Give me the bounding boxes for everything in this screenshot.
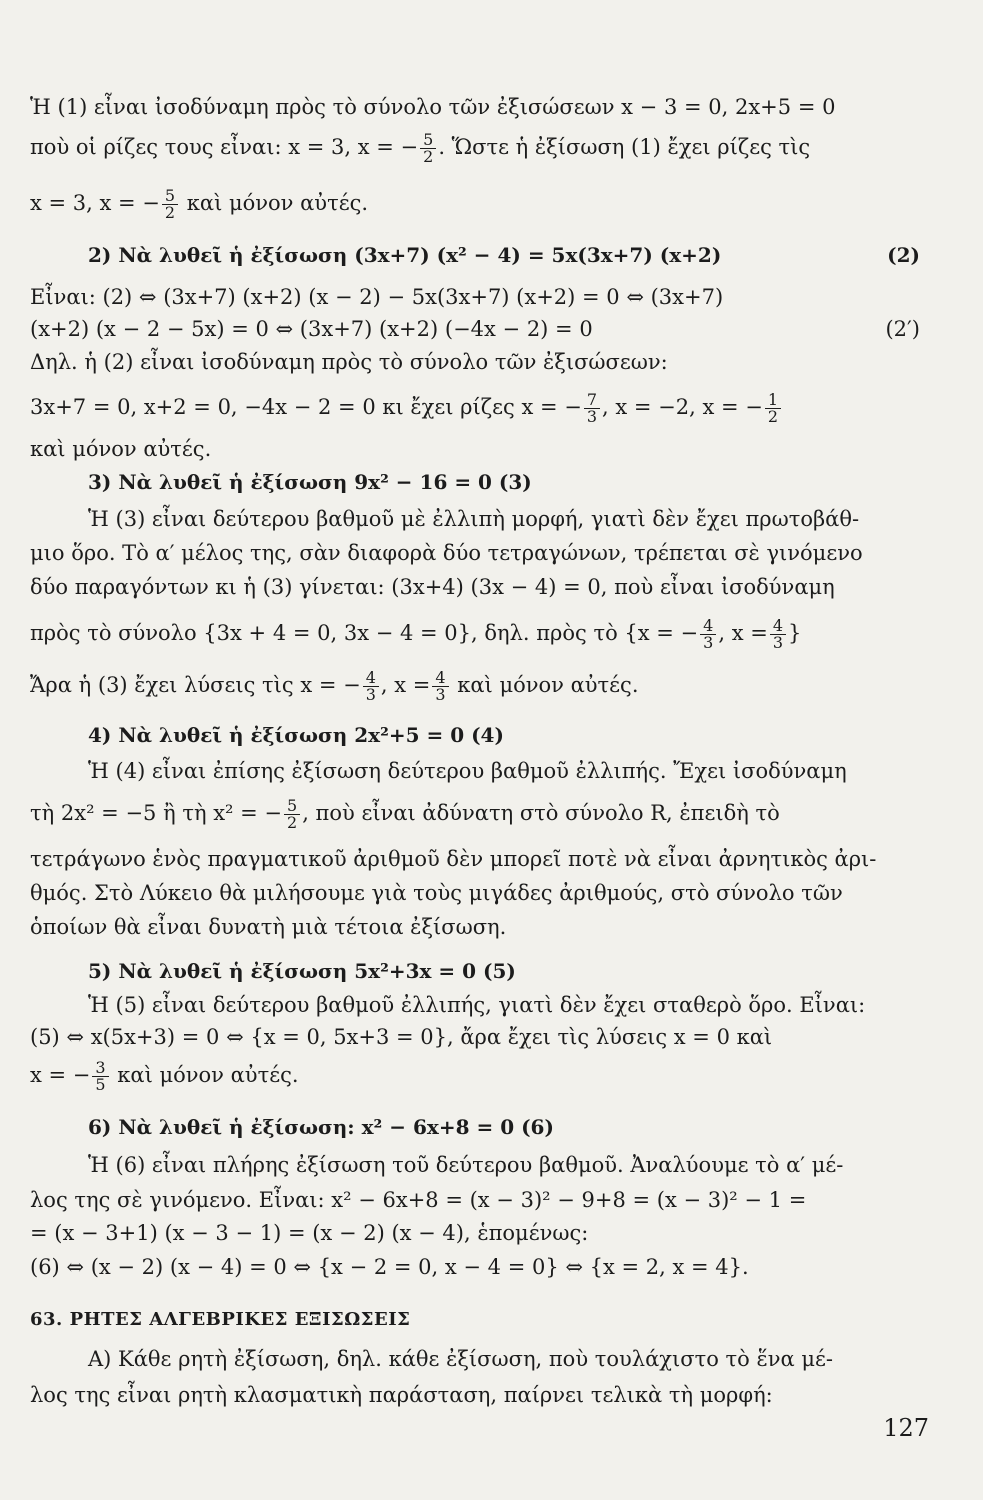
line-text: , x = −2, x = − (602, 395, 763, 419)
fraction-denominator: 3 (435, 685, 446, 704)
fraction-numerator: 7 (584, 392, 600, 409)
line-text: ὁποίων θὰ εἶναι δυνατὴ μιὰ τέτοια ἐξίσωση. (30, 915, 507, 939)
heading-text: 3) Νὰ λυθεῖ ἡ ἐξίσωση 9x² − 16 = 0 (3) (88, 470, 532, 494)
line-text: x = 3, x = − (30, 191, 160, 215)
line-text: καὶ μόνον αὐτές. (30, 437, 212, 461)
line-text: (x+2) (x − 2 − 5x) = 0 ⇔ (3x+7) (x+2) (−4x − 2) = 0 (30, 317, 593, 341)
text-line (30, 188, 368, 221)
line-text: Ἡ (6) εἶναι πλήρης ἐξίσωση τοῦ δεύτερου βαθμοῦ. Ἀναλύουμε τὸ α′ μέ- (88, 1153, 844, 1177)
equation-tag: (2′) (885, 317, 920, 341)
text-line (30, 1252, 749, 1282)
page-number: 127 (883, 1414, 929, 1442)
section-heading (30, 1305, 410, 1335)
text-line (30, 347, 668, 377)
text-line (30, 912, 506, 942)
line-text: (5) ⇔ x(5x+3) = 0 ⇔ {x = 0, 5x+3 = 0}, ἄρα ἔχει τὶς λύσεις x = 0 καὶ (30, 1025, 773, 1049)
line-text: καὶ μόνον αὐτές. (457, 673, 639, 697)
text-line (88, 1344, 833, 1374)
fraction-denominator: 2 (164, 203, 176, 222)
text-line (30, 1060, 299, 1093)
line-text: μιο ὅρο. Τὸ α′ μέλος της, σὰν διαφορὰ δύο τετραγώνων, τρέπεται σὲ γινόμενο (30, 541, 863, 565)
fraction (420, 132, 436, 165)
text-line (30, 878, 843, 908)
line-text: x = − (30, 1063, 91, 1087)
heading-text: 2) Νὰ λυθεῖ ἡ ἐξίσωση (3x+7) (x² − 4) = 5x(3x+7) (x+2) (88, 243, 722, 267)
line-text: Εἶναι: (2) ⇔ (3x+7) (x+2) (x − 2) − 5x(3x+7) (x+2) = 0 ⇔ (3x+7) (30, 285, 724, 309)
fraction (162, 188, 178, 221)
fraction-denominator: 2 (287, 813, 298, 832)
line-text: Ἡ (3) εἶναι δεύτερου βαθμοῦ μὲ ἐλλιπὴ μορφή, γιατὶ δὲν ἔχει πρωτοβάθ- (88, 507, 860, 531)
heading-text: 6) Νὰ λυθεῖ ἡ ἐξίσωση: x² − 6x+8 = 0 (6) (88, 1115, 554, 1139)
fraction (432, 670, 448, 703)
line-text: πρὸς τὸ σύνολο {3x + 4 = 0, 3x − 4 = 0}, δηλ. πρὸς τὸ {x = − (30, 621, 699, 645)
line-text: } (788, 621, 802, 645)
fraction-numerator: 1 (765, 392, 781, 409)
text-line (30, 1380, 773, 1410)
text-line (30, 572, 835, 602)
line-text: τὴ 2x² = −5 ἢ τὴ x² = − (30, 801, 283, 825)
heading-text: 4) Νὰ λυθεῖ ἡ ἐξίσωση 2x²+5 = 0 (4) (88, 723, 504, 747)
text-line (30, 844, 876, 874)
text-line (88, 990, 865, 1020)
line-text: , x = (380, 673, 431, 697)
equation-tag: (2) (887, 243, 920, 267)
text-line (30, 1022, 772, 1052)
fraction (770, 618, 786, 651)
exercise-heading (88, 1112, 554, 1142)
fraction (584, 392, 600, 425)
text-line (30, 132, 810, 165)
line-text: 3x+7 = 0, x+2 = 0, −4x − 2 = 0 κι ἔχει ρίζες x = − (30, 395, 582, 419)
heading-text: 5) Νὰ λυθεῖ ἡ ἐξίσωση 5x²+3x = 0 (5) (88, 959, 516, 983)
fraction-numerator: 4 (700, 618, 716, 635)
line-text: Ἡ (4) εἶναι ἐπίσης ἐξίσωση δεύτερου βαθμοῦ ἐλλιπής. Ἔχει ἰσοδύναμη (88, 759, 847, 783)
line-text: . Ὥστε ἡ ἐξίσωση (1) ἔχει ρίζες τὶς (438, 135, 811, 159)
line-text: καὶ μόνον αὐτές. (186, 191, 369, 215)
line-text: δύο παραγόντων κι ἡ (3) γίνεται: (3x+4) (3x − 4) = 0, ποὺ εἶναι ἰσοδύναμη (30, 575, 835, 599)
text-line (30, 282, 723, 312)
text-line (30, 538, 863, 568)
text-line (88, 504, 859, 534)
text-line (30, 92, 835, 122)
line-text: Δηλ. ἡ (2) εἶναι ἰσοδύναμη πρὸς τὸ σύνολο τῶν ἐξισώσεων: (30, 350, 668, 374)
line-text: θμός. Στὸ Λύκειο θὰ μιλήσουμε γιὰ τοὺς μιγάδες ἀριθμούς, στὸ σύνολο τῶν (30, 881, 843, 905)
fraction-numerator: 4 (432, 670, 448, 687)
line-text: ποὺ οἱ ρίζες τους εἶναι: x = 3, x = − (30, 135, 419, 159)
line-text: Ἡ (5) εἶναι δεύτερου βαθμοῦ ἐλλιπής, γιατὶ δὲν ἔχει σταθερὸ ὅρο. Εἶναι: (88, 993, 866, 1017)
text-line (30, 670, 639, 703)
section-heading-text: 63. ΡΗΤΕΣ ΑΛΓΕΒΡΙΚΕΣ ΕΞΙΣΩΣΕΙΣ (30, 1309, 411, 1330)
text-line (30, 1218, 588, 1248)
line-text: καὶ μόνον αὐτές. (117, 1063, 299, 1087)
fraction (700, 618, 716, 651)
line-text: τετράγωνο ἑνὸς πραγματικοῦ ἀριθμοῦ δὲν μπορεῖ ποτὲ νὰ εἶναι ἀρνητικὸς ἀρι- (30, 847, 877, 871)
exercise-heading (88, 240, 721, 270)
fraction-numerator: 5 (162, 188, 178, 205)
fraction (363, 670, 379, 703)
fraction-denominator: 2 (423, 147, 434, 166)
line-text: λος της σὲ γινόμενο. Εἶναι: x² − 6x+8 = (x − 3)² − 9+8 = (x − 3)² − 1 = (30, 1188, 807, 1212)
fraction-denominator: 3 (586, 407, 598, 426)
fraction-denominator: 3 (703, 633, 714, 652)
text-line (30, 434, 211, 464)
fraction-numerator: 4 (363, 670, 379, 687)
line-text: Α) Κάθε ρητὴ ἐξίσωση, δηλ. κάθε ἐξίσωση, ποὺ τουλάχιστο τὸ ἕνα μέ- (88, 1347, 833, 1371)
line-text: Ἡ (1) εἶναι ἰσοδύναμη πρὸς τὸ σύνολο τῶν ἐξισώσεων x − 3 = 0, 2x+5 = 0 (30, 95, 836, 119)
exercise-heading (88, 467, 532, 497)
text-line (30, 314, 593, 344)
text-line (88, 1150, 843, 1180)
fraction-denominator: 3 (365, 685, 376, 704)
text-line (88, 756, 847, 786)
line-text: = (x − 3+1) (x − 3 − 1) = (x − 2) (x − 4), ἑπομένως: (30, 1221, 589, 1245)
line-text: λος της εἶναι ρητὴ κλασματικὴ παράσταση, παίρνει τελικὰ τὴ μορφή: (30, 1383, 773, 1407)
fraction-denominator: 2 (767, 407, 779, 426)
fraction-denominator: 5 (95, 1075, 106, 1094)
exercise-heading (88, 720, 504, 750)
line-text: (6) ⇔ (x − 2) (x − 4) = 0 ⇔ {x − 2 = 0, x − 4 = 0} ⇔ {x = 2, x = 4}. (30, 1255, 749, 1279)
fraction-numerator: 3 (92, 1060, 108, 1077)
fraction (765, 392, 781, 425)
fraction (92, 1060, 108, 1093)
line-text: , x = (718, 621, 768, 645)
fraction-denominator: 3 (772, 633, 783, 652)
text-line (30, 618, 801, 651)
text-line (30, 798, 780, 831)
line-text: , ποὺ εἶναι ἀδύνατη στὸ σύνολο R, ἐπειδὴ τὸ (302, 801, 780, 825)
fraction-numerator: 5 (420, 132, 436, 149)
line-text: Ἄρα ἡ (3) ἔχει λύσεις τὶς x = − (30, 673, 361, 697)
fraction-numerator: 4 (770, 618, 786, 635)
text-line (30, 392, 783, 425)
fraction (284, 798, 300, 831)
text-line (30, 1185, 806, 1215)
fraction-numerator: 5 (284, 798, 300, 815)
exercise-heading (88, 956, 516, 986)
